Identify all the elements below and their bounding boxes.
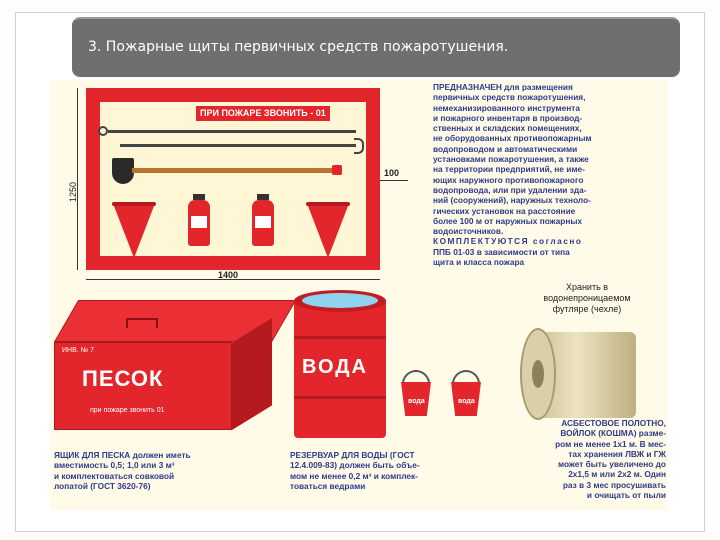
pail-word: вода [408,398,425,405]
storage-note [512,282,662,315]
barrel-caption-line: мом не менее 0,2 м³ и комплек- [290,470,418,481]
purpose-text [433,82,665,267]
barrel-rib [294,396,386,399]
purpose-line: более 100 м от наружных пожарных [433,215,583,226]
slide-title: 3. Пожарные щиты первичных средств пожаротушения. [88,39,509,55]
purpose-line: водопровода, или при удалении зда- [433,184,587,195]
purpose-line: ственных и складских помещениях, [433,123,582,134]
side-dimension-line [380,180,408,181]
sand-caption-line: и комплектоваться совковой [54,470,175,481]
sand-box-caption [54,450,284,491]
cloth-caption-line: ВОЙЛОК (КОШМА) разме- [560,428,666,439]
fire-board-poster [50,80,668,510]
pail-handle [402,370,430,384]
sand-box-handle [126,318,158,328]
shovel-handle [132,168,332,173]
purpose-line: ющих наружного противопожарного [433,174,584,185]
height-dimension: 1250 [68,181,78,202]
cone-bucket-icon [308,206,348,258]
title-bar [72,17,680,77]
barrel-word: ВОДА [302,356,368,378]
purpose-line: щита и класса пожара [433,257,525,268]
cloth-caption-line: может быть увеличено до [557,459,666,470]
purpose-line: ПРЕДНАЗНАЧЕН для размещения [433,82,573,92]
side-dimension: 100 [384,168,400,178]
sand-box-word: ПЕСОК [82,366,164,391]
water-surface [302,293,378,308]
cloth-caption-line: раз в 3 мес просушивать [562,479,666,490]
sand-caption-line: ЯЩИК ДЛЯ ПЕСКА должен иметь [54,450,191,460]
cloth-caption-line: ром не менее 1х1 м. В мес- [555,438,666,449]
purpose-line: водоисточников. [433,226,504,237]
pail-handle [452,370,480,384]
purpose-line: КОМПЛЕКТУЮТСЯ согласно [433,236,583,247]
crowbar-rod [120,144,356,147]
extinguisher-label [255,216,271,228]
storage-line: футляре (чехле) [552,304,622,314]
sand-caption-line: лопатой (ГОСТ 3620-76) [54,480,151,491]
crowbar-hook-icon [354,138,364,154]
cloth-caption [502,418,666,500]
roll-core [532,360,544,388]
purpose-line: не оборудованных противопожарным [433,133,592,144]
purpose-line: гических установок на расстояние [433,205,576,216]
purpose-line: первичных средств пожаротушения, [433,92,586,103]
sand-box-sub: при пожаре звонить 01 [90,407,165,414]
height-dimension-line [77,88,78,270]
barrel-caption-line: товаться ведрами [290,480,366,491]
purpose-line: установками пожаротушения, а также [433,154,589,165]
purpose-line: ППБ 01-03 в зависимости от типа [433,246,570,257]
cone-bucket-icon [114,206,154,258]
shovel-grip [332,165,342,175]
purpose-line: и пожарного инвентаря в производ- [433,112,583,123]
barrel-caption-line: РЕЗЕРВУАР ДЛЯ ВОДЫ (ГОСТ [290,450,415,460]
purpose-line: немеханизированного инструмента [433,102,580,113]
barrel-caption-line: 12.4.009-83) должен быть объе- [290,460,420,471]
fire-board [86,88,380,270]
cloth-caption-line: 2х1,5 м или 2х2 м. Один [568,469,666,480]
width-dimension: 1400 [218,270,239,280]
pail-word: вода [458,398,475,405]
cloth-caption-line: тах хранения ЛВЖ и ГЖ [568,448,666,459]
extinguisher-label [191,216,207,228]
hook-ring-icon [98,126,108,136]
purpose-line: на территории предприятий, не име- [433,164,585,175]
purpose-line: водопроводом и автоматическими [433,143,578,154]
hook-rod [108,130,356,133]
barrel-caption [290,450,500,491]
barrel-rib [294,336,386,339]
cloth-caption-line: и очищать от пыли [586,490,666,501]
board-sign: ПРИ ПОЖАРЕ ЗВОНИТЬ - 01 [196,106,330,121]
cloth-caption-line: АСБЕСТОВОЕ ПОЛОТНО, [561,418,666,428]
sand-box-inventory: ИНВ. № 7 [62,347,94,354]
storage-line: Хранить в [565,282,609,292]
sand-caption-line: вместимость 0,5; 1,0 или 3 м³ [54,460,175,471]
shovel-icon [112,158,134,184]
storage-line: водонепроницаемом [543,293,631,303]
purpose-line: ний (сооружений), наружных техноло- [433,195,591,206]
